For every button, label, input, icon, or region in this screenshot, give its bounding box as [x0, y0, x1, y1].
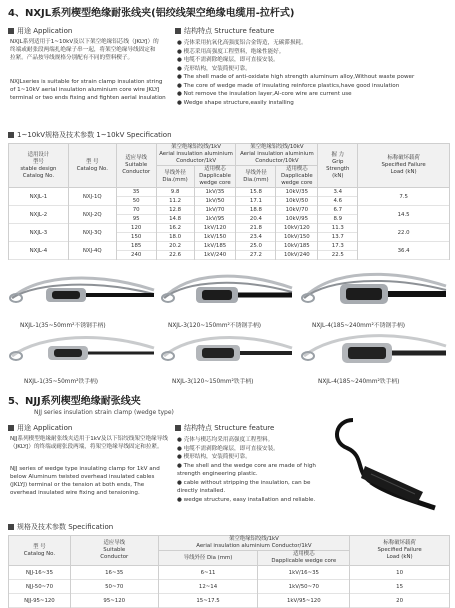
table-row: NJJ-50~70 50~70 12~14 1kV/50~70 15 [9, 580, 450, 594]
square-bullet-icon [175, 425, 181, 431]
feature-item: ● 壳形结构，安装简便可靠。 [177, 65, 251, 72]
clamp-photo-nxjl3-iron [160, 330, 296, 372]
usage-heading: 用途 Application [8, 26, 72, 36]
feature-item: ● 壳体采用抗氧化高强度铝合金铸造，无碳滞损耗。 [177, 40, 307, 46]
square-bullet-icon [8, 524, 14, 530]
clamp-photo-nxjl4-stainless [300, 266, 450, 316]
feature-list-2 [177, 436, 327, 504]
square-bullet-icon [175, 28, 181, 34]
feature-item: ● wedge structure, easy installation and reliable. [177, 496, 316, 503]
table-row: NJJ-16~35 16~35 6~11 1kV/16~35 10 [9, 566, 450, 580]
feature-item: ● Wedge shape structure,easily installing [177, 99, 294, 106]
table-row: NXJL-1 NXJ-1Q 35 9.8 1kV/35 15.8 10kV/35 3.4 7.5 [9, 188, 450, 197]
feature-list [177, 39, 453, 107]
col-dia-1kv: 导线外径 Dia.(mm) [156, 166, 194, 188]
feature-item: ● Not remove the insulation layer,Al-core wire are current use [177, 91, 352, 97]
table-row: 95 14.8 1kV/95 20.4 10kV/95 8.9 [9, 215, 450, 224]
col-wedge-1kv: 适用楔芯 Dapplicable wedge core [194, 166, 236, 188]
clamp-photo-nxjl3-stainless [160, 268, 296, 316]
col-group-10kv: 架空绝缘铝绞线/10kV Aerial insulation aluminium Conductor/10kV [236, 144, 318, 166]
feature-item: ● 楔芯采用高强度工程塑料，绝缘性能好。 [177, 48, 285, 55]
col-dia-10kv: 导线外径 Dia.(mm) [236, 166, 276, 188]
feature-item: ● The shell made of anti-oxidate high strength aluminum alloy,Without waste power [177, 74, 415, 80]
square-bullet-icon [8, 425, 14, 431]
caption-nxjl3-iron: NXJL-3(120~150mm²铁手柄) [172, 379, 254, 385]
feature-item: ● 电缆不需剥除绝缘层，即可直接安装。 [177, 57, 279, 63]
square-bullet-icon [8, 28, 14, 34]
square-bullet-icon [8, 132, 14, 138]
col-load-2: 标称破坏载荷 Specified Failure Load (kN) [350, 536, 450, 566]
table-row: NXJL-2 NXJ-2Q 70 12.8 1kV/70 18.8 10kV/70 6.7 14.5 [9, 206, 450, 215]
col-conductor: 适应导线 Suitable Conductor [116, 144, 156, 188]
col-model: 型 号 Catalog No. [68, 144, 116, 188]
table-row: 50 11.2 1kV/50 17.1 10kV/50 4.6 [9, 197, 450, 206]
section1-title: 4、NXJL系列楔型绝缘耐张线夹(铝绞线架空绝缘电缆用-拉杆式) [8, 8, 295, 19]
feature-heading: 结构特点 Structure feature [175, 26, 274, 36]
usage-text-cn-2: NJJ系列楔型绝缘耐张线夹适用于1kV及以下铝绞线架空绝缘导线（JKLYJ）的终端或耐张段两端，将架空绝缘导线固定和拉紧。 [10, 436, 168, 450]
col-group-1kv: 架空绝缘铝绞线/1kV Aerial insulation aluminium Conductor/1kV [156, 144, 236, 166]
col-model-2: 型 号 Catalog No. [9, 536, 71, 566]
feature-item: ● The shell and the wedge core are made of high strength engineering plastic. [177, 462, 316, 477]
col-wedge-10kv: 适用楔芯 Dapplicable wedge core [276, 166, 318, 188]
clamp-photo-nxjl4-iron [300, 328, 450, 374]
col-load: 标称破坏载荷 Specified Failure Load (kN) [358, 144, 450, 188]
feature-item: ● cable without stripping the insulation, can be directly installed. [177, 479, 311, 494]
feature-item: ● 楔形结构，安装简便可靠。 [177, 454, 251, 460]
feature-heading-2: 结构特点 Structure feature [175, 423, 274, 433]
clamp-photo-nxjl1-stainless [8, 268, 158, 316]
table-row: NJJ-95~120 95~120 15~17.5 1kV/95~120 20 [9, 594, 450, 608]
section2-title: 5、NJJ系列楔型绝缘耐张线夹 [8, 396, 141, 407]
caption-nxjl1-iron: NXJL-1(35~50mm²铁手柄) [24, 379, 99, 385]
spec2-heading: 规格及技术参数 Specification [8, 522, 113, 532]
usage-text-en: NXJLseries is suitable for strain clamp insulation string of 1~10kV aerial insulation aluminium core wire JKLYJ terminal or two ends fixing and fighten aerial insulation [10, 79, 166, 101]
spec1-table [8, 143, 450, 260]
feature-item: ● 电缆不需剥除绝缘层，即可直接安装。 [177, 445, 279, 452]
usage-text-cn: NXJL系列适用于1~10kV及以下架空绝缘铝芯线（JKLYJ）的终端或耐张段两端扎绝缘子串一起，将架空绝缘导线固定和拉紧。产品按导线规格分别配有不同的塑料楔子。 [10, 39, 159, 61]
caption-nxjl4-iron: NXJL-4(185~240mm²铁手柄) [318, 379, 400, 385]
col-catalog: 适用设计 型号 stable design Catalog No. [9, 144, 69, 188]
feature-item: ● The core of wedge made of insulating reinforce plastics,have good insulation [177, 82, 400, 89]
usage-heading-2: 用途 Application [8, 423, 72, 433]
section2-subtitle: NJJ series insulation strain clamp (wedge type) [34, 409, 174, 416]
feature-item: ● 壳体与楔芯均采用高强度工程塑料。 [177, 437, 274, 443]
caption-nxjl4-stainless: NXJL-4(185~240mm²不锈钢手柄) [312, 323, 406, 329]
col-group-2: 架空绝缘铝绞线/1kV Aerial insulation aluminium Conductor/1kV [158, 536, 350, 551]
caption-nxjl3-stainless: NXJL-3(120~150mm²不锈钢手柄) [168, 323, 262, 329]
col-strength: 握 力 Grip Strength (kN) [318, 144, 358, 188]
caption-nxjl1-stainless: NXJL-1(35~50mm²不锈钢手柄) [20, 323, 106, 329]
col-wedge-2: 适用楔芯 Dapplicable wedge core [258, 551, 350, 566]
col-conductor-2: 适应导线 Suitable Conductor [70, 536, 158, 566]
col-dia-2: 导线外径 Dia (mm) [158, 551, 258, 566]
table-row: NXJL-4 NXJ-4Q 185 20.2 1kV/185 25.0 10kV/185 17.3 36.4 [9, 242, 450, 251]
table-row: NXJL-3 NXJ-3Q 120 16.2 1kV/120 21.8 10kV/120 11.3 22.0 [9, 224, 450, 233]
clamp-photo-njj [325, 412, 451, 516]
usage-text-en-2: NJJ series of wedge type insulating clamp for 1kV and below Aluminum twisted overhead insulated cables (JKLYJ) terminal or the tension at both ends, The overhead insulated wire fixing and tensioning. [10, 466, 160, 496]
table-row: 150 18.0 1kV/150 23.4 10kV/150 13.7 [9, 233, 450, 242]
clamp-photo-nxjl1-iron [8, 330, 158, 372]
spec1-heading: 1~10kV规格及技术参数 1~10kV Specification [8, 130, 172, 140]
table-row: 240 22.6 1kV/240 27.2 10kV/240 22.5 [9, 251, 450, 260]
spec2-table [8, 535, 450, 608]
